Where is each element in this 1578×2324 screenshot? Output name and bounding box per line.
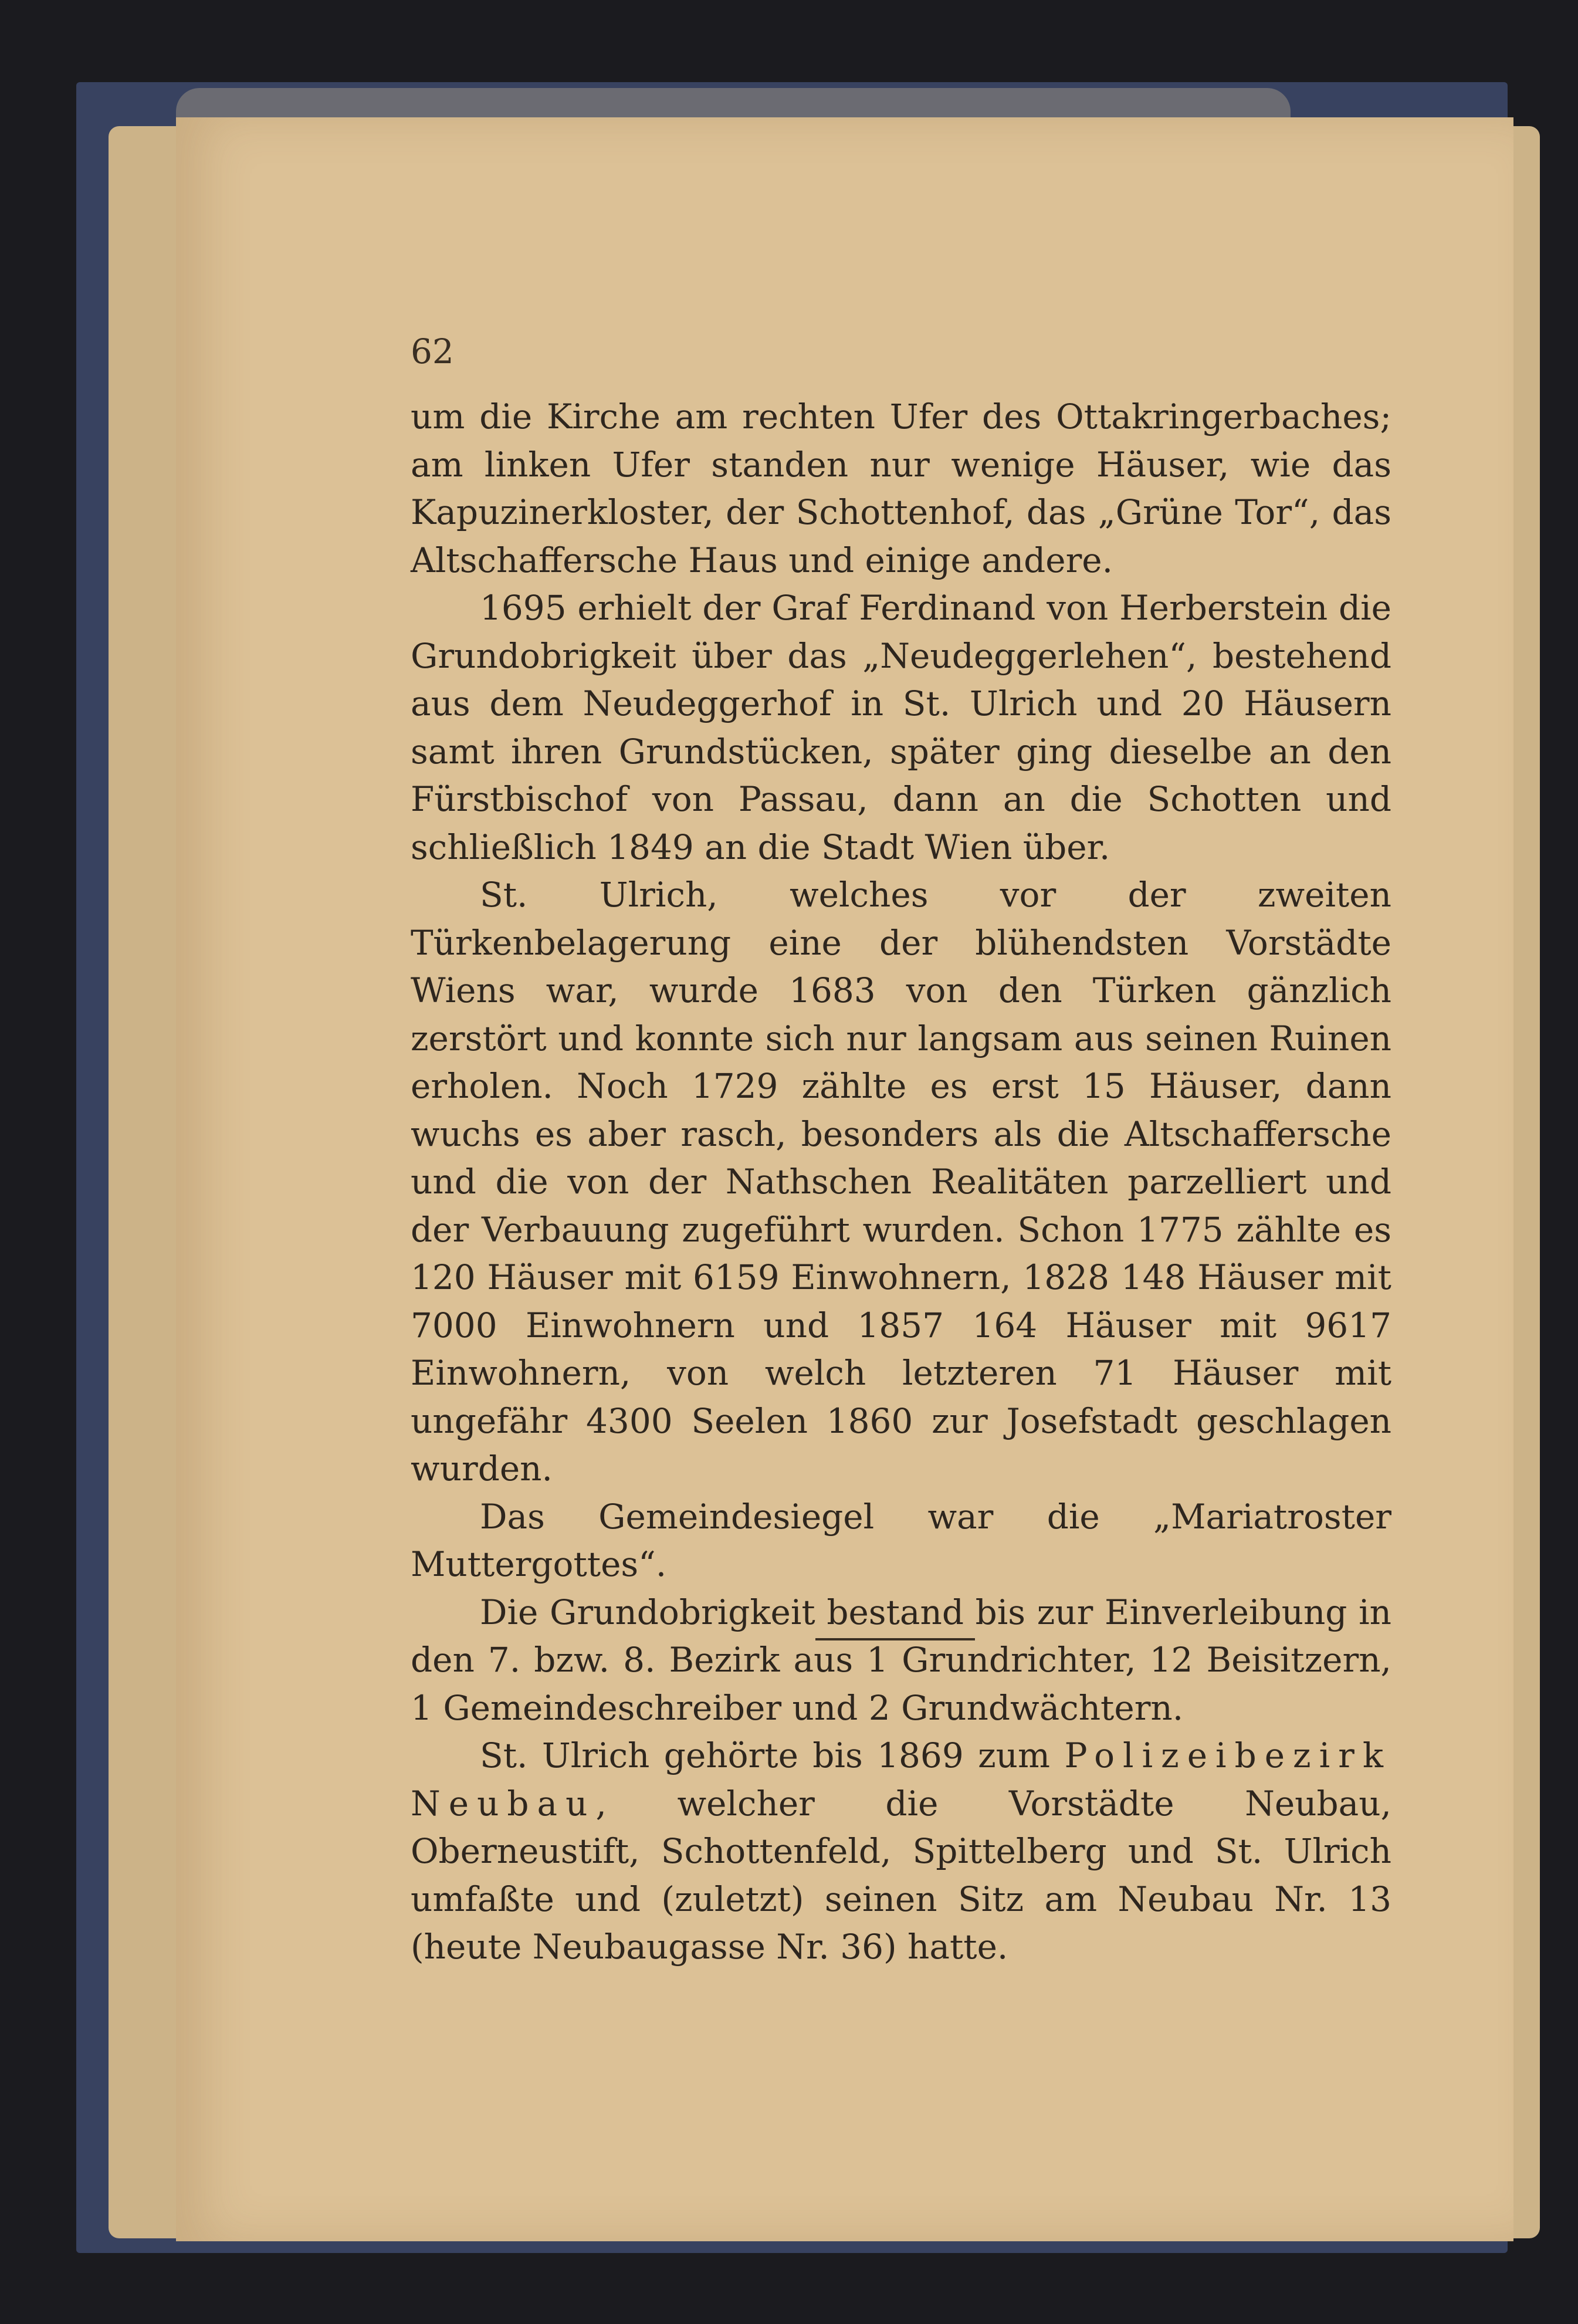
paragraph-6 [411, 1732, 1391, 1971]
paragraph-4: Das Gemeindesiegel war die „Mariatroster Muttergottes“. [411, 1496, 1391, 1584]
paragraph-1: um die Kirche am rechten Ufer des Ottakringerbaches; am linken Ufer standen nur wenige Häuser, wie das Kapuzinerkloster, der Schottenhof, das „Grüne Tor“, das Altschaffersche Haus und einige andere. [411, 397, 1391, 580]
paragraph-6-after: , welcher die Vorstädte Neubau, Oberneustift, Schottenfeld, Spittelberg und St. Ulrich umfaßte und (zuletzt) seinen Sitz am Neubau Nr. 13 (heute Neubaugasse Nr. 36) hatte. [411, 1783, 1391, 1967]
body-text [411, 393, 1391, 1971]
end-rule [815, 1638, 975, 1640]
paragraph-5: Die Grundobrigkeit bestand bis zur Einverleibung in den 7. bzw. 8. Bezirk aus 1 Grundrichter, 12 Beisitzern, 1 Gemeindeschreiber und 2 Grundwächtern. [411, 1592, 1391, 1728]
paragraph-2: 1695 erhielt der Graf Ferdinand von Herberstein die Grundobrigkeit über das „Neudeggerlehen“, bestehend aus dem Neudeggerhof in St. Ulrich und 20 Häusern samt ihren Grundstücken, später ging dieselbe an den Fürstbischof von Passau, dann an die Schotten und schließlich 1849 an die Stadt Wien über. [411, 588, 1391, 867]
paragraph-6-before: St. Ulrich gehörte bis 1869 zum [480, 1736, 1051, 1775]
page-number: 62 [411, 331, 454, 371]
paragraph-6-spaced: Polizeibezirk Neubau [411, 1736, 1392, 1824]
paragraph-3: St. Ulrich, welches vor der zweiten Türkenbelagerung eine der blühendsten Vorstädte Wiens war, wurde 1683 von den Türken gänzlich zerstört und konnte sich nur langsam aus seinen Ruinen erholen. Noch 1729 zählte es erst 15 Häuser, dann wuchs es aber rasch, besonders als die Altschaffersche und die von der Nathschen Realitäten parzelliert und der Verbauung zugeführt wurden. Schon 1775 zählte es 120 Häuser mit 6159 Einwohnern, 1828 148 Häuser mit 7000 Einwohnern und 1857 164 Häuser mit 9617 Einwohnern, von welch letzteren 71 Häuser mit ungefähr 4300 Seelen 1860 zur Josefstadt geschlagen wurden. [411, 875, 1391, 1489]
